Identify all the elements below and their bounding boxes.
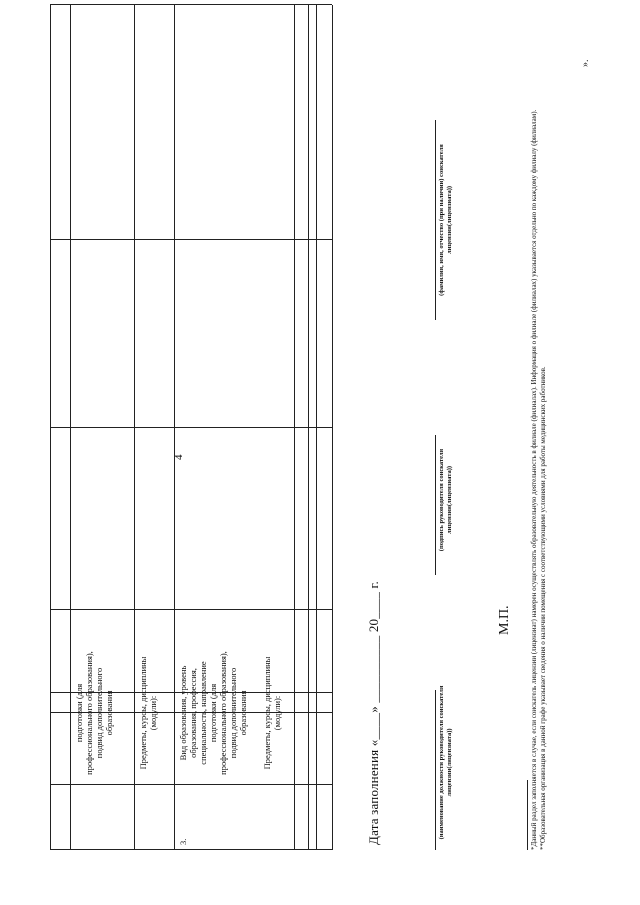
table-rule (50, 239, 332, 240)
footnotes (530, 30, 547, 850)
page-number: 4 (173, 454, 185, 460)
programs-table (50, 5, 332, 850)
table-rule (50, 784, 332, 785)
footnote-rule (527, 780, 528, 850)
signature-caption: (подпись руководителя соискателя лицензии(лицензиата)) (438, 448, 453, 552)
signature-line (435, 435, 436, 575)
position-caption: (наименование должности руководителя соискателя лицензии(лицензиата)) (438, 685, 453, 840)
table-rule (50, 849, 332, 850)
table-cell-subjects: Предметы, курсы, дисциплины (модули): (262, 656, 282, 770)
footnote-1: *Данный раздел заполняется в случае, если соискатель лицензии (лицензиат) намерен осуществлять образовательную деятельность в филиале (филиалах). Информация о филиале (филиалах) указывается отдельно по каждому филиалу (филиалам). (530, 109, 538, 850)
fill-date: Дата заполнения «____» __________ 20____ г. (366, 580, 381, 845)
table-rule (50, 609, 332, 610)
table-rule (50, 4, 332, 5)
row-number: 3. (178, 838, 188, 845)
table-cell-subjects: Предметы, курсы, дисциплины (модули): (138, 656, 158, 770)
table-rule (50, 427, 332, 428)
signature-line (435, 690, 436, 850)
table-cell-program: Вид образования, уровень образования, профессия, специальность, направление подготовки (для профессионального образования), подвид дополнительного образования (178, 651, 248, 775)
footnote-2: **Образовательная организация в данной графе указывает сведения о наличии помещения с соответствующими условиями для работы медицинских работников. (538, 366, 547, 850)
table-rule (332, 5, 333, 850)
stamp-place: М.П. (497, 605, 512, 635)
table-cell-program: подготовки (для профессионального образования), подвид дополнительного образования (74, 651, 114, 775)
name-caption: (фамилия, имя, отчество (при наличии) соискателя лицензии(лицензиата)) (438, 144, 453, 296)
signature-line (435, 120, 436, 320)
closing-mark: ». (580, 59, 591, 67)
